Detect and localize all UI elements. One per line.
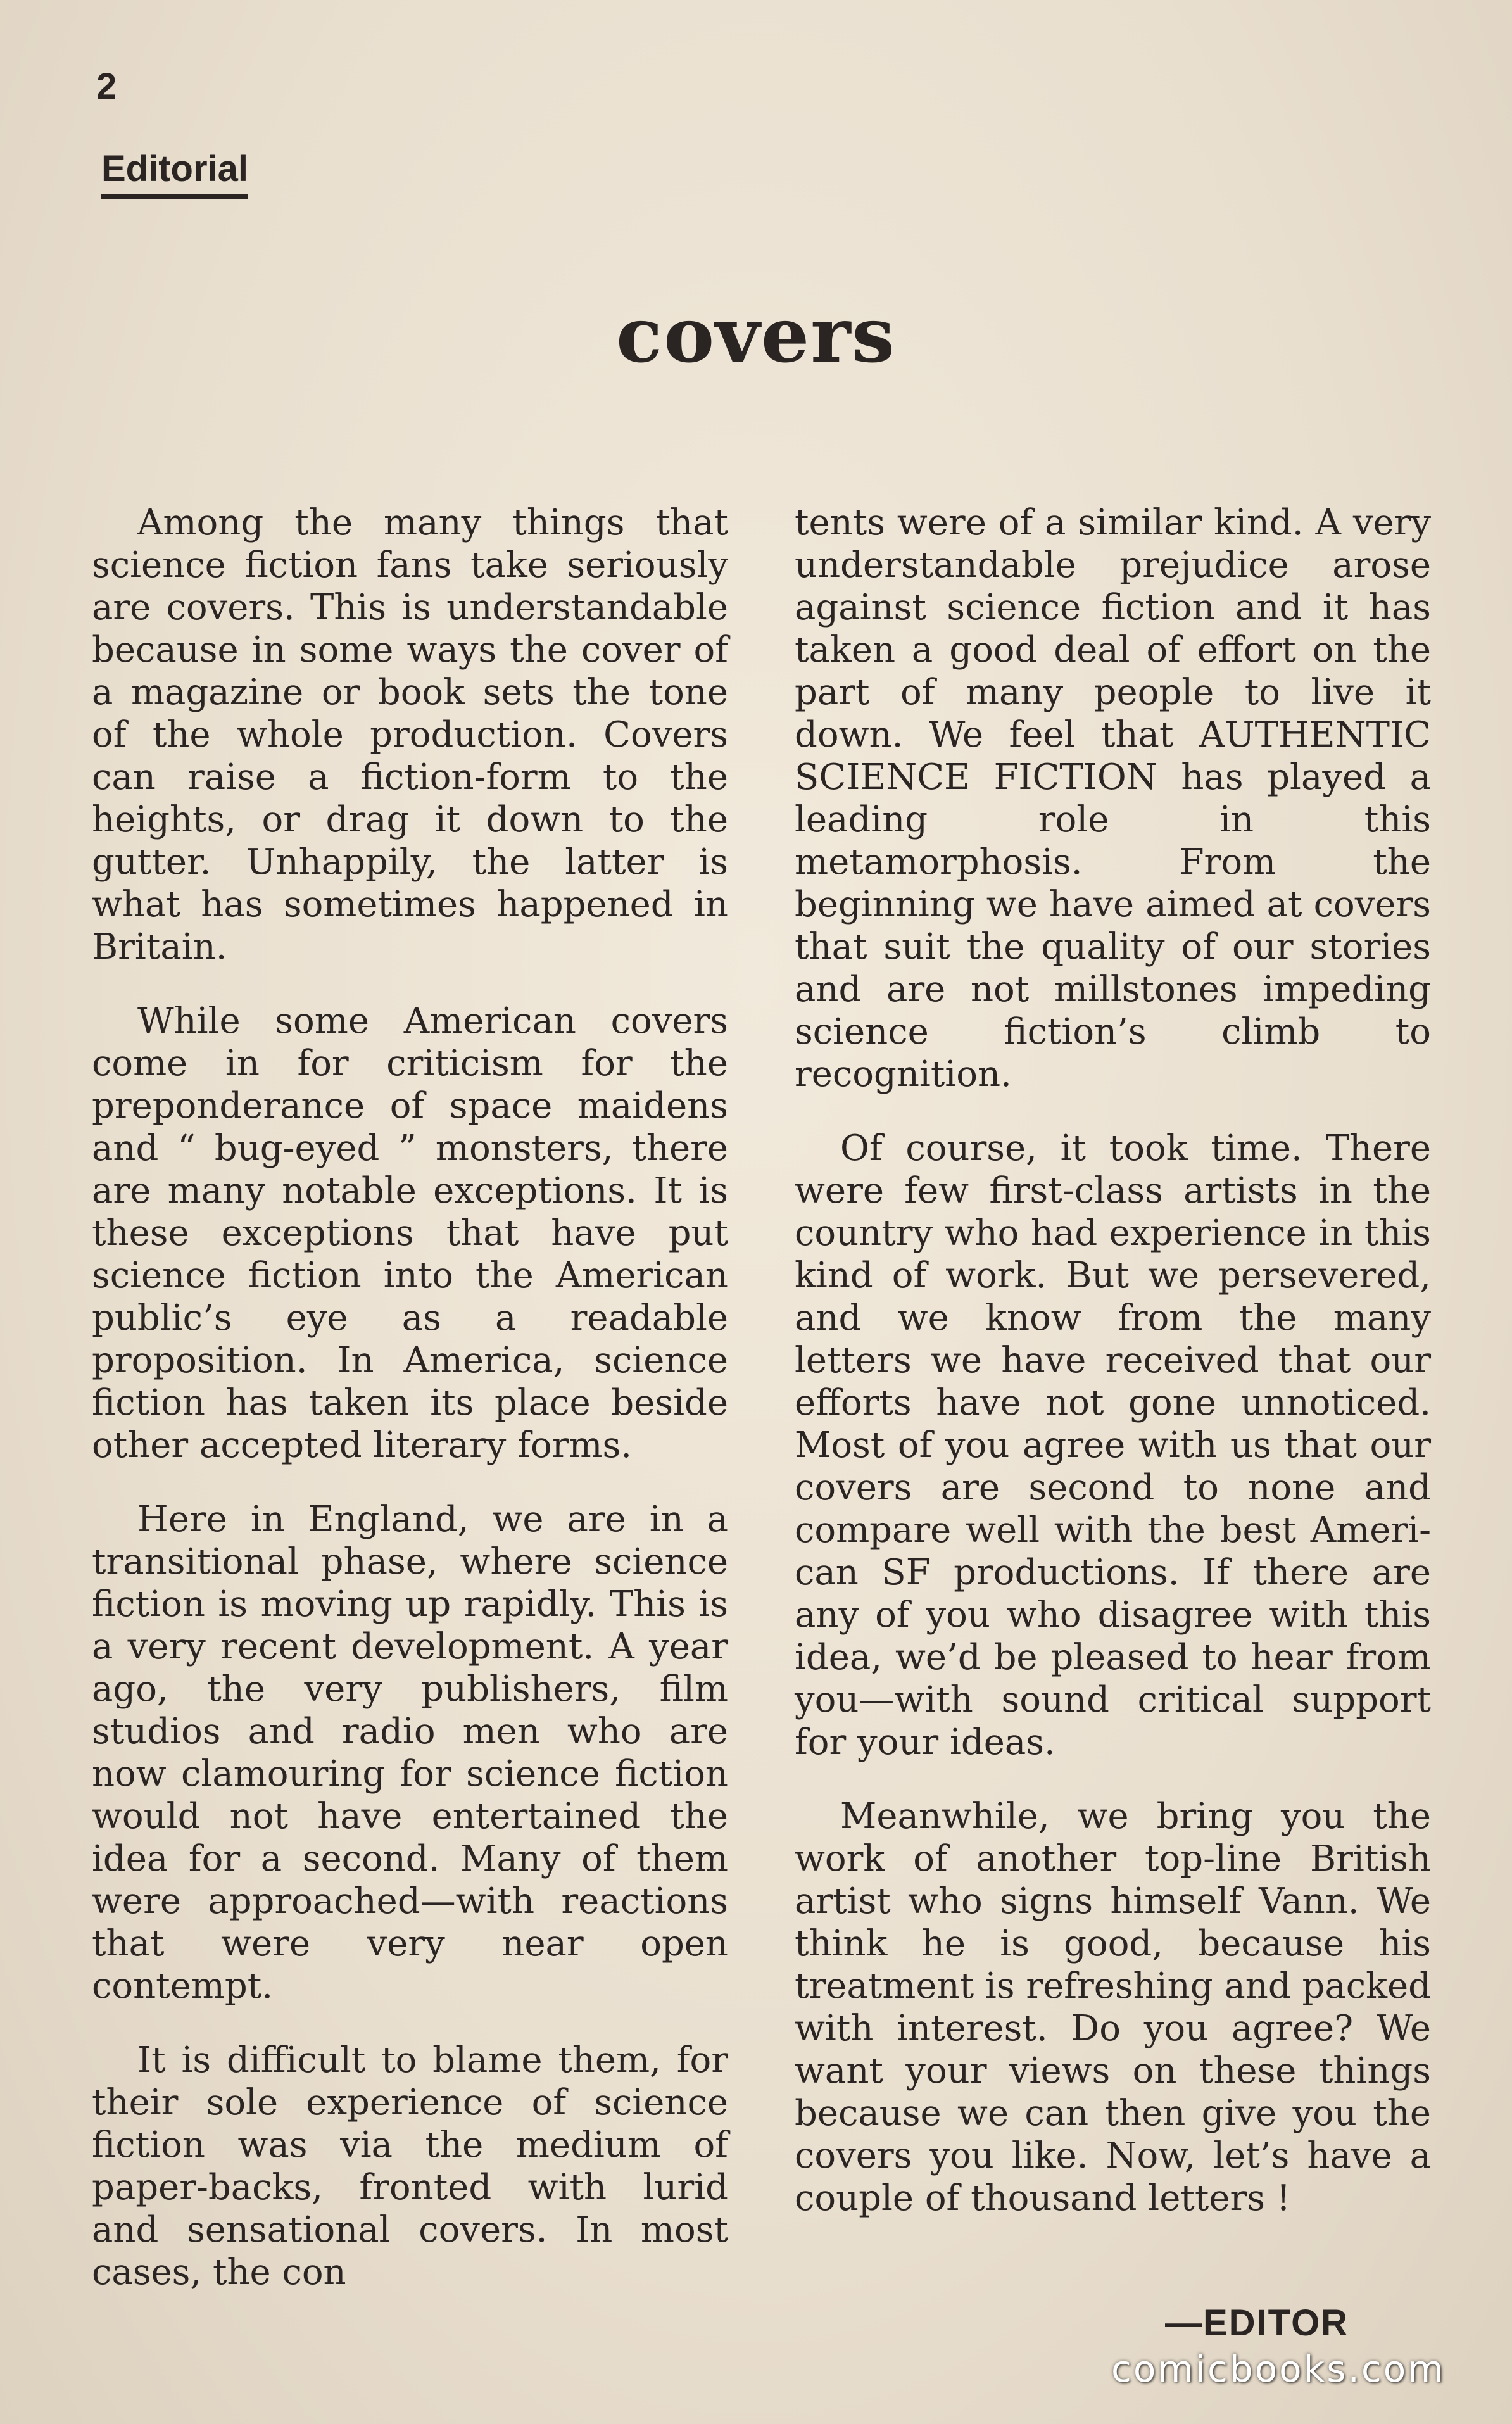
- paragraph: Meanwhile, we bring you the work of another top-line British artist who signs himself Vann. We think he is good, because his treatment is refreshing and packed with interest. Do you agree? We want your views on these things because we can then give you the covers you like. Now, let’s have a couple of thousand letters !: [795, 1796, 1431, 2219]
- paragraph: Among the many things that science fiction fans take seriously are covers. This is understandable because in some ways the cover of a magazine or book sets the tone of the whole production. Covers can raise a fiction-form to the heights, or drag it down to the gutter. Unhappily, the latter is what has sometimes happened in Britain.: [92, 502, 728, 968]
- right-column: [795, 502, 1431, 2251]
- paragraph: Of course, it took time. There were few first-class artists in the country who had experience in this kind of work. But we persevered, and we know from the many letters we have received that our efforts have not gone unnoticed. Most of you agree with us that our covers are second to none and compare well with the best American SF productions. If there are any of you who disagree with this idea, we’d be pleased to hear from you—with sound critical support for your ideas.: [795, 1128, 1431, 1763]
- paragraph-continuation: tents were of a similar kind. A very understandable prejudice arose against science fiction and it has taken a good deal of effort on the part of many people to live it down. We feel that AUTHENTIC SCIENCE FICTION has played a leading role in this metamorphosis. From the beginning we have aimed at covers that suit the quality of our stories and are not millstones impeding science fiction’s climb to recognition.: [795, 502, 1431, 1095]
- section-label: Editorial: [101, 151, 248, 199]
- page-number: 2: [96, 66, 117, 107]
- editor-signature: —EDITOR: [1165, 2302, 1349, 2344]
- paragraph: It is difficult to blame them, for their sole experience of science fiction was via the medium of paper-backs, fronted with lurid and sensational covers. In most cases, the con: [92, 2040, 728, 2293]
- left-column: [92, 502, 728, 2325]
- paragraph: Here in England, we are in a transitional phase, where science fiction is moving up rapidly. This is a very recent development. A year ago, the very publishers, film studios and radio men who are now clamouring for science fiction would not have entertained the idea for a second. Many of them were approached—with reactions that were very near open contempt.: [92, 1499, 728, 2007]
- article-title: covers: [616, 291, 896, 380]
- paragraph: While some American covers come in for criticism for the preponderance of space maidens and “ bug-eyed ” monsters, there are many notable exceptions. It is these exceptions that have put science fiction into the American public’s eye as a readable proposition. In America, science fiction has taken its place beside other accepted literary forms.: [92, 1001, 728, 1466]
- site-watermark: comicbooks.com: [1111, 2347, 1446, 2390]
